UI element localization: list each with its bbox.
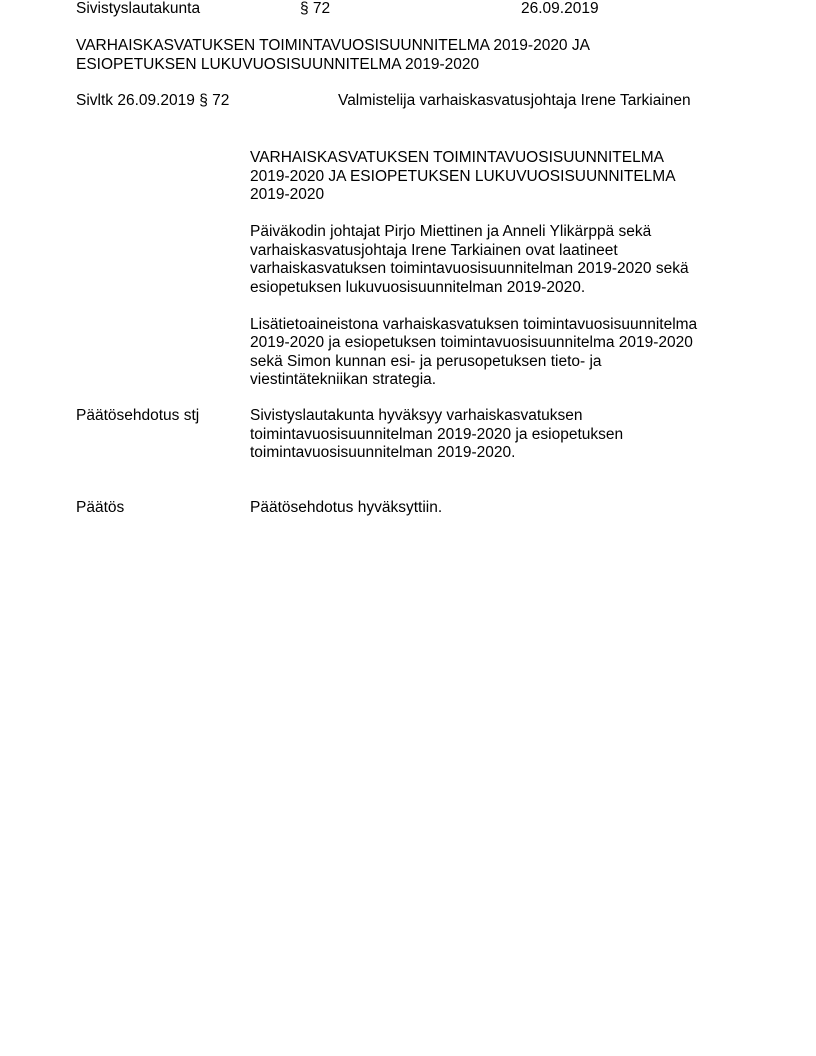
proposal-text — [250, 407, 623, 463]
paragraph-line: esiopetuksen lukuvuosisuunnitelman 2019-2020. — [250, 278, 586, 296]
paragraph-line: viestintätekniikan strategia. — [250, 371, 437, 388]
main-title-line: ESIOPETUKSEN LUKUVUOSISUUNNITELMA 2019-2020 — [76, 55, 480, 73]
meeting-reference: Sivltk 26.09.2019 § 72 — [76, 92, 230, 109]
preparer-line: Valmistelija varhaiskasvatusjohtaja Irene Tarkiainen — [338, 92, 691, 109]
proposal-line: toimintavuosisuunnitelman 2019-2020 ja esiopetuksen — [250, 425, 624, 443]
meeting-date: 26.09.2019 — [521, 0, 599, 17]
proposal-line: Sivistyslautakunta hyväksyy varhaiskasvatuksen — [250, 407, 583, 424]
body-paragraph-2 — [250, 316, 697, 390]
body-subtitle — [250, 149, 697, 205]
proposal-line: toimintavuosisuunnitelman 2019-2020. — [250, 444, 516, 461]
body-subtitle-line: 2019-2020 JA ESIOPETUKSEN LUKUVUOSISUUNNITELMA — [250, 167, 676, 185]
paragraph-line: 2019-2020 ja esiopetuksen toimintavuosisuunnitelma 2019-2020 — [250, 334, 693, 351]
main-title — [76, 37, 590, 74]
proposal-label: Päätösehdotus stj — [76, 407, 200, 424]
paragraph-line: Päiväkodin johtajat Pirjo Miettinen ja Anneli Ylikärppä sekä — [250, 223, 652, 240]
body-text — [250, 149, 697, 390]
paragraph-line: Lisätietoaineistona varhaiskasvatuksen toimintavuosisuunnitelma — [250, 315, 698, 333]
decision-label: Päätös — [76, 499, 125, 516]
decision-text: Päätösehdotus hyväksyttiin. — [250, 499, 443, 516]
body-paragraph-1 — [250, 223, 697, 297]
main-title-line: VARHAISKASVATUKSEN TOIMINTAVUOSISUUNNITELMA 2019-2020 JA — [76, 37, 590, 54]
committee-name: Sivistyslautakunta — [76, 0, 201, 17]
body-subtitle-line: VARHAISKASVATUKSEN TOIMINTAVUOSISUUNNITELMA — [250, 149, 664, 166]
paragraph-line: sekä Simon kunnan esi- ja perusopetuksen tieto- ja — [250, 352, 602, 370]
paragraph-line: varhaiskasvatuksen toimintavuosisuunnitelman 2019-2020 sekä — [250, 260, 689, 277]
body-subtitle-line: 2019-2020 — [250, 186, 325, 203]
section-number: § 72 — [300, 0, 331, 17]
paragraph-line: varhaiskasvatusjohtaja Irene Tarkiainen ovat laatineet — [250, 241, 618, 259]
